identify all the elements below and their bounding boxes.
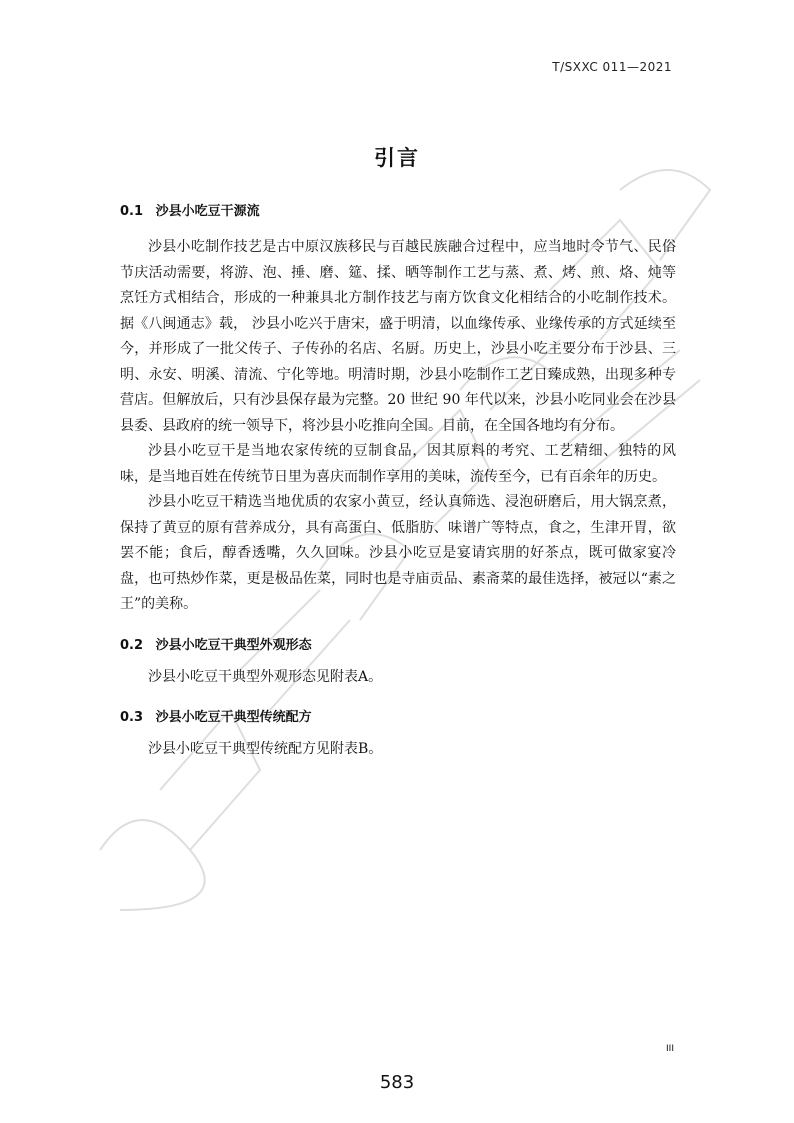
paragraph: 沙县小吃豆干精选当地优质的农家小黄豆，经认真筛选、浸泡研磨后，用大锅烹煮，保持了黄豆的原有营养成分，具有高蛋白、低脂肪、味谱广等特点，食之，生津开胃，欲罢不能；食后，醇香透嘴，久久回味。沙县小吃豆是宴请宾朋的好茶点，既可做家宴冷盘，也可热炒作菜，更是极品佐菜，同时也是寺庙贡品、素斋菜的最佳选择，被冠以“素之王”的美称。 xyxy=(120,494,676,612)
section-0-1-body xyxy=(120,235,676,618)
paragraph: 沙县小吃豆干是当地农家传统的豆制食品，因其原料的考究、工艺精细、独特的风味，是当地百姓在传统节日里为喜庆而制作享用的美味，流传至今，已有百余年的历史。 xyxy=(120,443,676,485)
section-heading-0-1 xyxy=(120,200,676,219)
page-number: 583 xyxy=(379,1072,415,1093)
section-number: 0.3 xyxy=(120,710,144,725)
paragraph: 沙县小吃豆干典型外观形态见附表A。 xyxy=(148,668,383,685)
section-number: 0.2 xyxy=(120,637,144,653)
section-title: 沙县小吃豆干典型传统配方 xyxy=(155,710,312,725)
page-title: 引言 xyxy=(374,146,420,171)
roman-page-number: III xyxy=(666,1044,674,1054)
section-title: 沙县小吃豆干源流 xyxy=(155,204,260,219)
section-heading-0-3 xyxy=(120,706,676,725)
document-code: T/SXXC 011—2021 xyxy=(552,60,672,74)
paragraph: 沙县小吃制作技艺是古中原汉族移民与百越民族融合过程中，应当地时令节气、民俗节庆活动需要，将游、泡、捶、磨、筵、揉、晒等制作工艺与蒸、煮、烤、煎、烙、炖等烹饪方式相结合，形成的一种兼具北方制作技艺与南方饮食文化相结合的小吃制作技术。据《八闽通志》载， 沙县小吃兴于唐宋，盛于明清，以血缘传承、业缘传承的方式延续至今，并形成了一批父传子、子传孙的名店、名厨。历史上，沙县小吃主要分布于沙县、三明、永安、明溪、清流、宁化等地。明清时期，沙县小吃制作工艺日臻成熟，出现多种专营店。但解放后，只有沙县保存最为完整。20 世纪 90 年代以来，沙县小吃同业会在沙县县委、县政府的统一领导下，将沙县小吃推向全国。目前，在全国各地均有分布。 xyxy=(120,239,676,434)
document-body xyxy=(120,200,676,771)
section-title: 沙县小吃豆干典型外观形态 xyxy=(155,637,312,653)
section-number: 0.1 xyxy=(120,204,144,219)
section-heading-0-2 xyxy=(120,634,676,653)
paragraph: 沙县小吃豆干典型传统配方见附表B。 xyxy=(148,741,383,757)
